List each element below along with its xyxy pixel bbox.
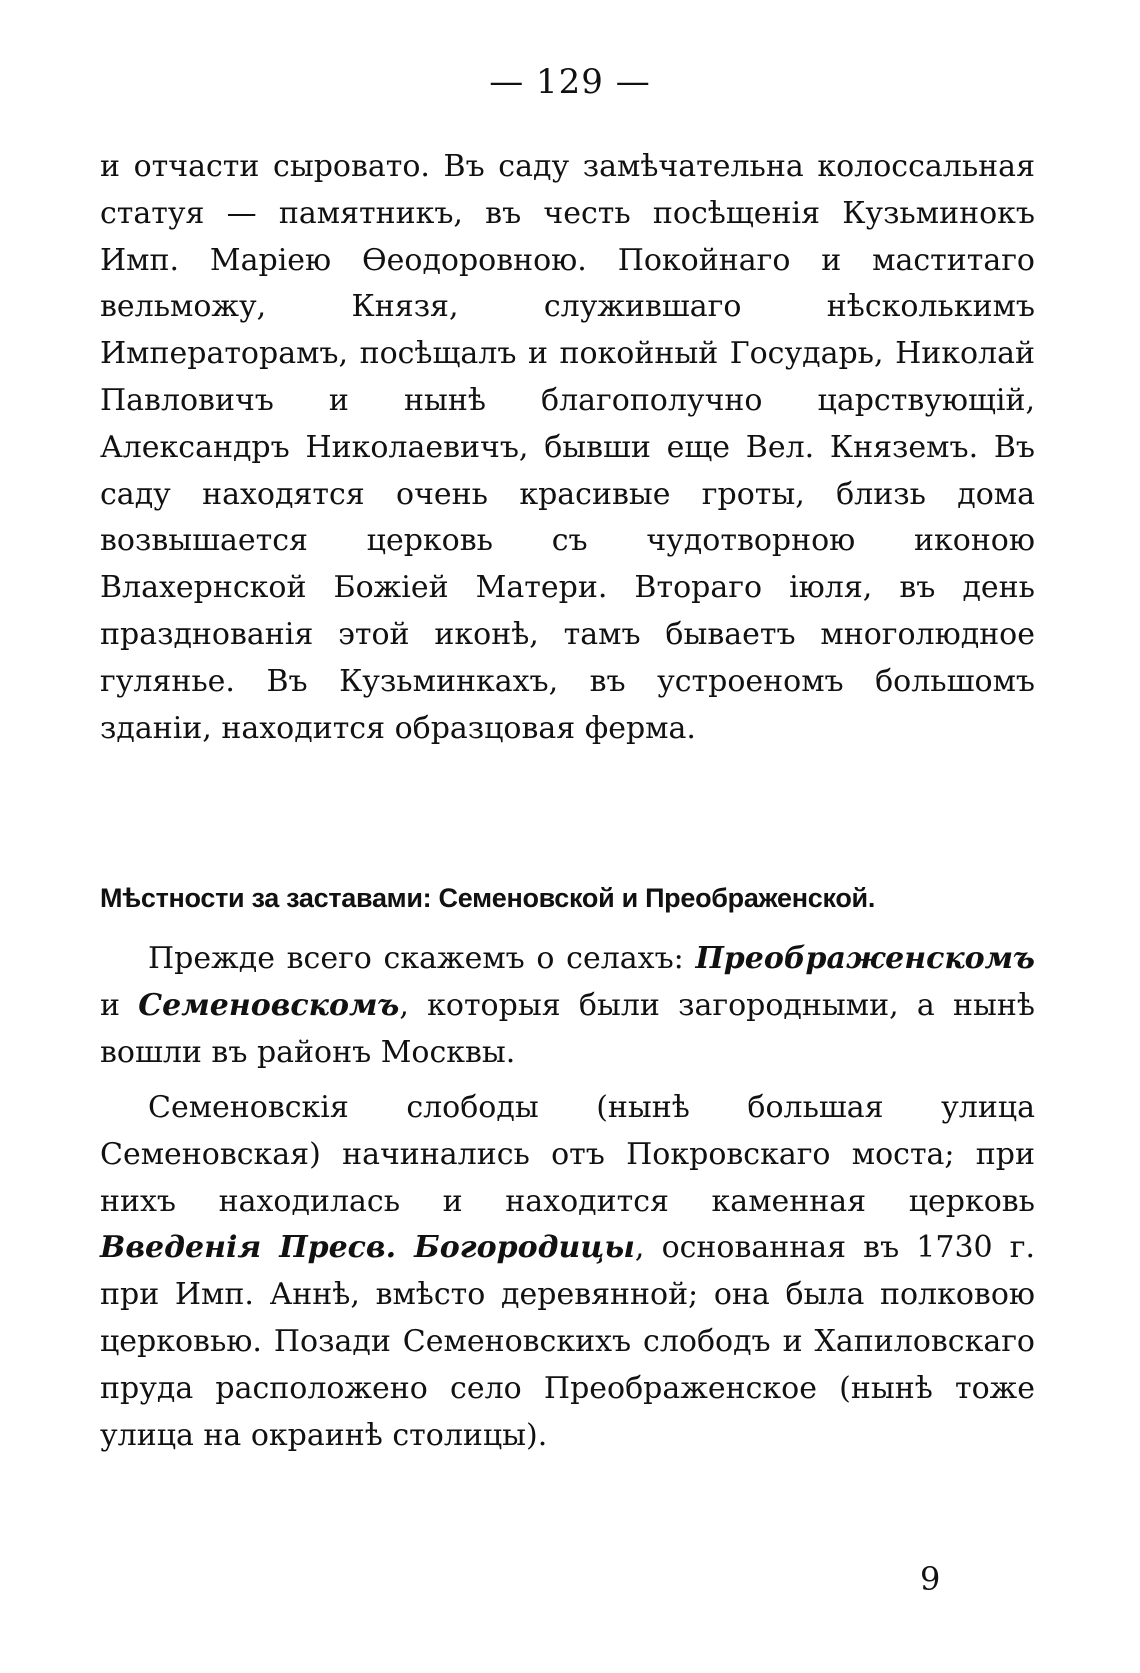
paragraph-1-text: и отчасти сыровато. Въ саду замѣчательна колоссальная статуя — памятникъ, въ честь посѣщенія Кузьминокъ Имп. Маріею Ѳеодоровною. Покойнаго и маститаго вельможу, Князя, служившаго нѣсколькимъ Императорамъ, посѣщалъ и покойный Государь, Николай Павловичъ и нынѣ благополучно царствующій, Александръ Николаевичъ, бывши еще Вел. Княземъ. Въ саду находятся очень красивые гроты, близь дома возвышается церковь съ чудотворною иконою Влахернской Божіей Матери. Втораго іюля, въ день празднованія этой иконѣ, тамъ бываетъ многолюдное гулянье. Въ Кузьминкахъ, въ устроеномъ большомъ зданіи, находится образцовая ферма. bbox=[100, 149, 1035, 746]
page-number: — 129 — bbox=[489, 62, 651, 102]
paragraph-1 bbox=[100, 144, 1035, 752]
paragraph-2-text-start: Прежде всего скажемъ о селахъ: bbox=[148, 941, 696, 976]
paragraph-3-text-start: Семеновскія слободы (нынѣ большая улица Семеновская) начинались отъ Покровскаго моста; при нихъ находилась и находится каменная церковь bbox=[100, 1090, 1035, 1219]
paragraph-2-italic-preobrazhenskom: Преображенскомъ bbox=[695, 941, 1035, 976]
paragraph-2 bbox=[100, 936, 1035, 1076]
paragraph-2-text-middle: и bbox=[100, 987, 139, 1023]
paragraph-3-text-end: , основанная въ 1730 г. при Имп. Аннѣ, вмѣсто деревянной; она была полковою церковью. Позади Семеновскихъ слободъ и Хапиловскаго пруда расположено село Преображенское (нынѣ тоже улица на окраинѣ столицы). bbox=[100, 1230, 1035, 1453]
signature-mark: 9 bbox=[920, 1560, 941, 1598]
section-heading: Мѣстности за заставами: Семеновской и Преображенской. bbox=[100, 883, 876, 913]
paragraph-3-italic-church-name: Введенія Пресв. Богородицы bbox=[100, 1230, 635, 1266]
paragraph-2-text-end: , которыя были загородными, а нынѣ вошли въ районъ Москвы. bbox=[100, 987, 1036, 1070]
paragraph-2-italic-semenovskom: Семеновскомъ bbox=[138, 987, 400, 1023]
paragraph-3 bbox=[100, 1085, 1035, 1459]
